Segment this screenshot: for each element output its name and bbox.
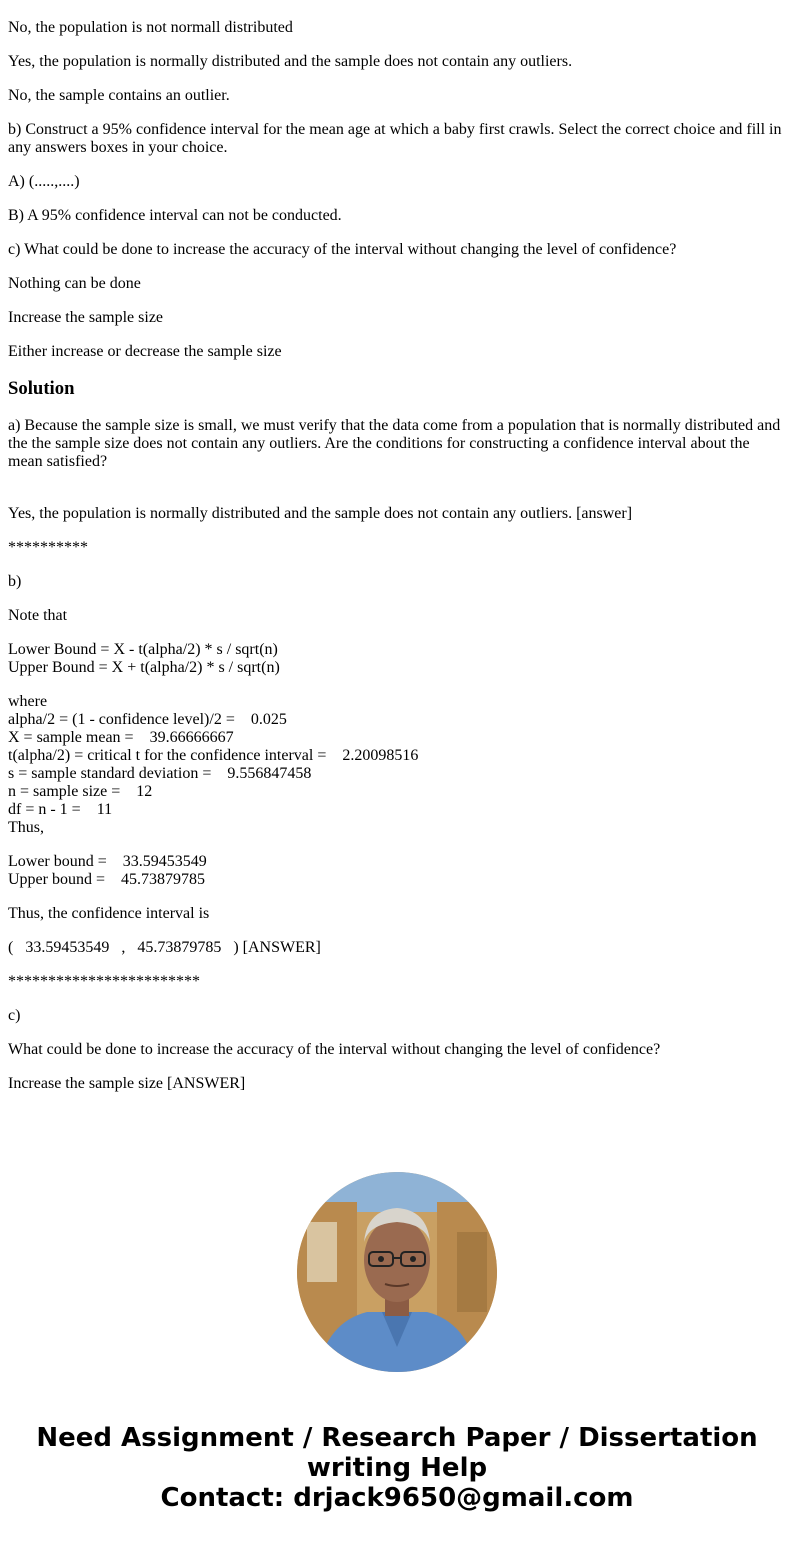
- avatar-photo: [297, 1172, 497, 1372]
- option-a3: No, the sample contains an outlier.: [8, 87, 230, 104]
- option-c2: Increase the sample size: [8, 309, 164, 326]
- document-body: [0, 19, 794, 1093]
- solution-a-answer: Yes, the population is normally distributed and the sample does not contain any outliers. [answer]: [8, 505, 633, 522]
- solution-a-question: a) Because the sample size is small, we must verify that the data come from a population that is normally distributed and the the sample size does not contain any outliers. Are the conditions for constructing a confidence interval about the mean satisfied?: [8, 417, 781, 470]
- ci-answer: ( 33.59453549 , 45.73879785 ) [ANSWER]: [8, 939, 321, 956]
- where-line: alpha/2 = (1 - confidence level)/2 = 0.025: [8, 711, 287, 728]
- bound-line: Upper bound = 45.73879785: [8, 871, 206, 888]
- solution-b-label: b): [8, 573, 22, 590]
- contact-footer: [0, 1423, 794, 1513]
- where-line: df = n - 1 = 11: [8, 801, 113, 818]
- option-a2: Yes, the population is normally distributed and the sample does not contain any outliers.: [8, 53, 573, 70]
- formula-block: [8, 641, 786, 677]
- separator-2: ************************: [8, 973, 200, 990]
- where-line: where: [8, 693, 48, 710]
- where-line: s = sample standard deviation = 9.556847458: [8, 765, 312, 782]
- where-block: [8, 693, 786, 837]
- question-b-prompt: b) Construct a 95% confidence interval for the mean age at which a baby first crawls. Select the correct choice and fill in any answers boxes in your choice.: [8, 121, 782, 156]
- option-b2: B) A 95% confidence interval can not be conducted.: [8, 207, 342, 224]
- solution-c-answer: Increase the sample size [ANSWER]: [8, 1075, 246, 1092]
- thus-ci-text: Thus, the confidence interval is: [8, 905, 210, 922]
- where-line: Thus,: [8, 819, 44, 836]
- bounds-block: [8, 853, 786, 889]
- bound-line: Lower bound = 33.59453549: [8, 853, 207, 870]
- avatar: [297, 1172, 497, 1372]
- option-a1: No, the population is not normall distributed: [8, 19, 293, 36]
- where-line: t(alpha/2) = critical t for the confidence interval = 2.20098516: [8, 747, 419, 764]
- solution-c-label: c): [8, 1007, 21, 1024]
- formula-line: Lower Bound = X - t(alpha/2) * s / sqrt(n): [8, 641, 278, 658]
- solution-heading: Solution: [8, 378, 75, 399]
- note-text: Note that: [8, 607, 68, 624]
- where-line: n = sample size = 12: [8, 783, 153, 800]
- separator-1: **********: [8, 539, 88, 556]
- footer-contact: Contact: drjack9650@gmail.com: [160, 1483, 634, 1513]
- question-c-prompt: c) What could be done to increase the accuracy of the interval without changing the level of confidence?: [8, 241, 677, 258]
- where-line: X = sample mean = 39.66666667: [8, 729, 234, 746]
- footer-line: writing Help: [306, 1453, 488, 1483]
- footer-line: Need Assignment / Research Paper / Dissertation: [36, 1423, 758, 1453]
- solution-c-question: What could be done to increase the accuracy of the interval without changing the level of confidence?: [8, 1041, 661, 1058]
- option-c1: Nothing can be done: [8, 275, 141, 292]
- option-b1: A) (.....,....): [8, 173, 80, 190]
- formula-line: Upper Bound = X + t(alpha/2) * s / sqrt(n): [8, 659, 280, 676]
- option-c3: Either increase or decrease the sample size: [8, 343, 282, 360]
